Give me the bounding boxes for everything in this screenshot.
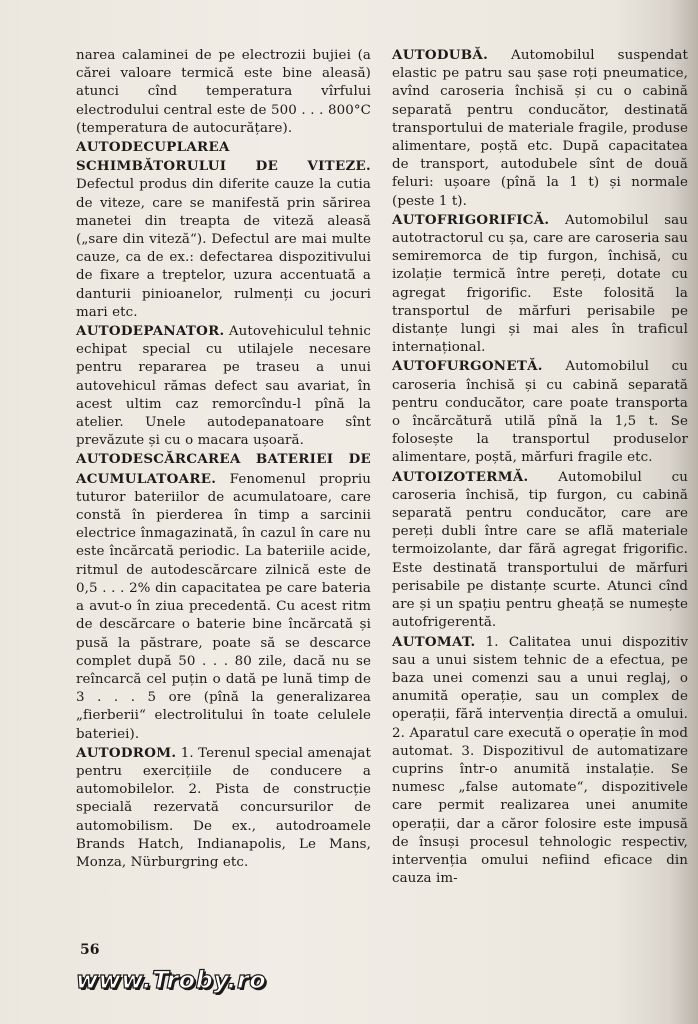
entry-text: Defectul produs din diferite cauze la cutia de viteze, care se manifestă prin sărirea manetei din treapta de viteză aleasă („sare din viteză“). Defectul are mai multe cauze, ca de ex.: defectarea dispozitivului de fixare a treptelor, uzura accentuată a danturii pinioanelor, rulmenți cu jocuri mari etc.	[76, 177, 371, 320]
entry-headword: AUTOIZOTERMĂ.	[392, 468, 529, 485]
entry-text: narea calaminei de pe electrozii bujiei (a cărei valoare termică este bine aleasă) atunci cînd temperatura vîrfului electrodului central este de 500 . . . 800°C (temperatura de autocurățare).	[76, 48, 371, 136]
entry-text: 1. Terenul special amenajat pentru exercițiile de conducere a automobilelor. 2. Pista de construcție specială rezervată concursurilor de automobilism. De ex., autodroamele Brands Hatch, Indianapolis, Le Mans, Monza, Nürburgring etc.	[76, 745, 371, 870]
watermark-logo: www.Troby.ro	[76, 966, 267, 994]
entry-text: Automobilul suspendat elastic pe patru sau șase roți pneumatice, avînd caroseria închisă și cu o cabină separată pentru conducător, destinată transportului de materiale fragile, produse alimentare, poștă etc. După capacitatea de transport, autodubele sînt de două feluri: ușoare (pînă la 1 t) și normale (peste 1 t).	[392, 48, 688, 209]
entry-headword: AUTODROM.	[76, 744, 177, 761]
left-column	[76, 46, 371, 872]
entry-text: 1. Calitatea unui dispozitiv sau a unui sistem tehnic de a efectua, pe baza unei comenzi sau a unui reglaj, o anumită operație, sau un complex de operații, fără intervenția directă a omului. 2. Aparatul care execută o operație în mod automat. 3. Dispozitivul de automatizare cuprins într-o anumită instalație. Se numesc „false automate“, dispozitivele care permit realizarea unei anumite operații, dar a căror folosire este impusă de însuși procesul tehnologic respectiv, intervenția omului nefiind eficace din cauza im-	[392, 634, 688, 887]
entry-paragraph	[392, 468, 688, 633]
right-column	[392, 46, 688, 888]
entry-paragraph	[76, 138, 371, 322]
entry-headword: AUTOFRIGORIFICĂ.	[392, 211, 550, 228]
page-number: 56	[80, 942, 100, 958]
entry-headword: AUTOFURGONETĂ.	[392, 358, 543, 375]
entry-headword: AUTODUBĂ.	[392, 47, 489, 63]
entry-paragraph	[392, 633, 688, 889]
entry-paragraph	[76, 450, 371, 743]
entry-paragraph	[76, 322, 371, 450]
entry-text: Autovehiculul tehnic echipat special cu utilajele necesare pentru repararea pe traseu a unui autovehicul rămas defect sau avariat, în acest ultim caz remorcîndu-l pînă la atelier. Unele autodepanatoare sînt prevăzute și cu o macara ușoară.	[76, 324, 371, 449]
entry-text: Automobilul cu caroseria închisă și cu cabină separată pentru conducător, care poate transporta o încărcătură utilă pînă la 1,5 t. Se folosește la transportul produselor alimentare, poștă, mărfuri fragile etc.	[392, 359, 688, 466]
entry-paragraph	[392, 211, 688, 358]
entry-text: Automobilul sau autotractorul cu șa, care are caroseria sau semiremorca de tip furgon, închisă, cu izolație termică între pereți, dotate cu agregat frigorific. Este folosită la transportul de mărfuri perisabile pe distanțe lungi și mai ales în traficul internațional.	[392, 212, 688, 356]
entry-paragraph	[76, 46, 371, 138]
entry-headword: AUTODESCĂRCAREA BATERIEI DE ACUMULATOARE.	[76, 451, 371, 487]
entry-paragraph	[76, 744, 371, 872]
entry-headword: AUTODEPANATOR.	[76, 323, 225, 340]
entry-paragraph	[392, 357, 688, 467]
entry-text: Automobilul cu caroseria închisă, tip furgon, cu cabină separată pentru conducător, care are pereți dubli între care se află materiale termoizolante, dar fără agregat frigorific. Este destinată transportului de mărfuri perisabile pe distanțe scurte. Atunci cînd are și un spațiu pentru gheață se numește autofrigerentă.	[392, 469, 688, 631]
entry-headword: AUTODECUPLAREA SCHIMBĂTORULUI DE VITEZE.	[76, 139, 371, 175]
entry-headword: AUTOMAT.	[392, 633, 476, 650]
entry-text: Fenomenul propriu tuturor bateriilor de acumulatoare, care constă în pierderea în timp a sarcinii electrice înmagazinată, în cazul în care nu este încărcată periodic. La bateriile acide, ritmul de autodescărcare zilnică este de 0,5 . . . 2% din capacitatea pe care bateria a avut-o în ziua precedentă. Cu acest ritm de descărcare o baterie bine încărcată și pusă la păstrare, poate să se descarce complet după 50 . . . 80 zile, dacă nu se reîncarcă cel puțin o dată pe lună timp de 3 . . . 5 ore (pînă la generalizarea „fierberii“ electrolitului în toate celulele bateriei).	[76, 471, 371, 742]
entry-paragraph	[392, 46, 688, 211]
